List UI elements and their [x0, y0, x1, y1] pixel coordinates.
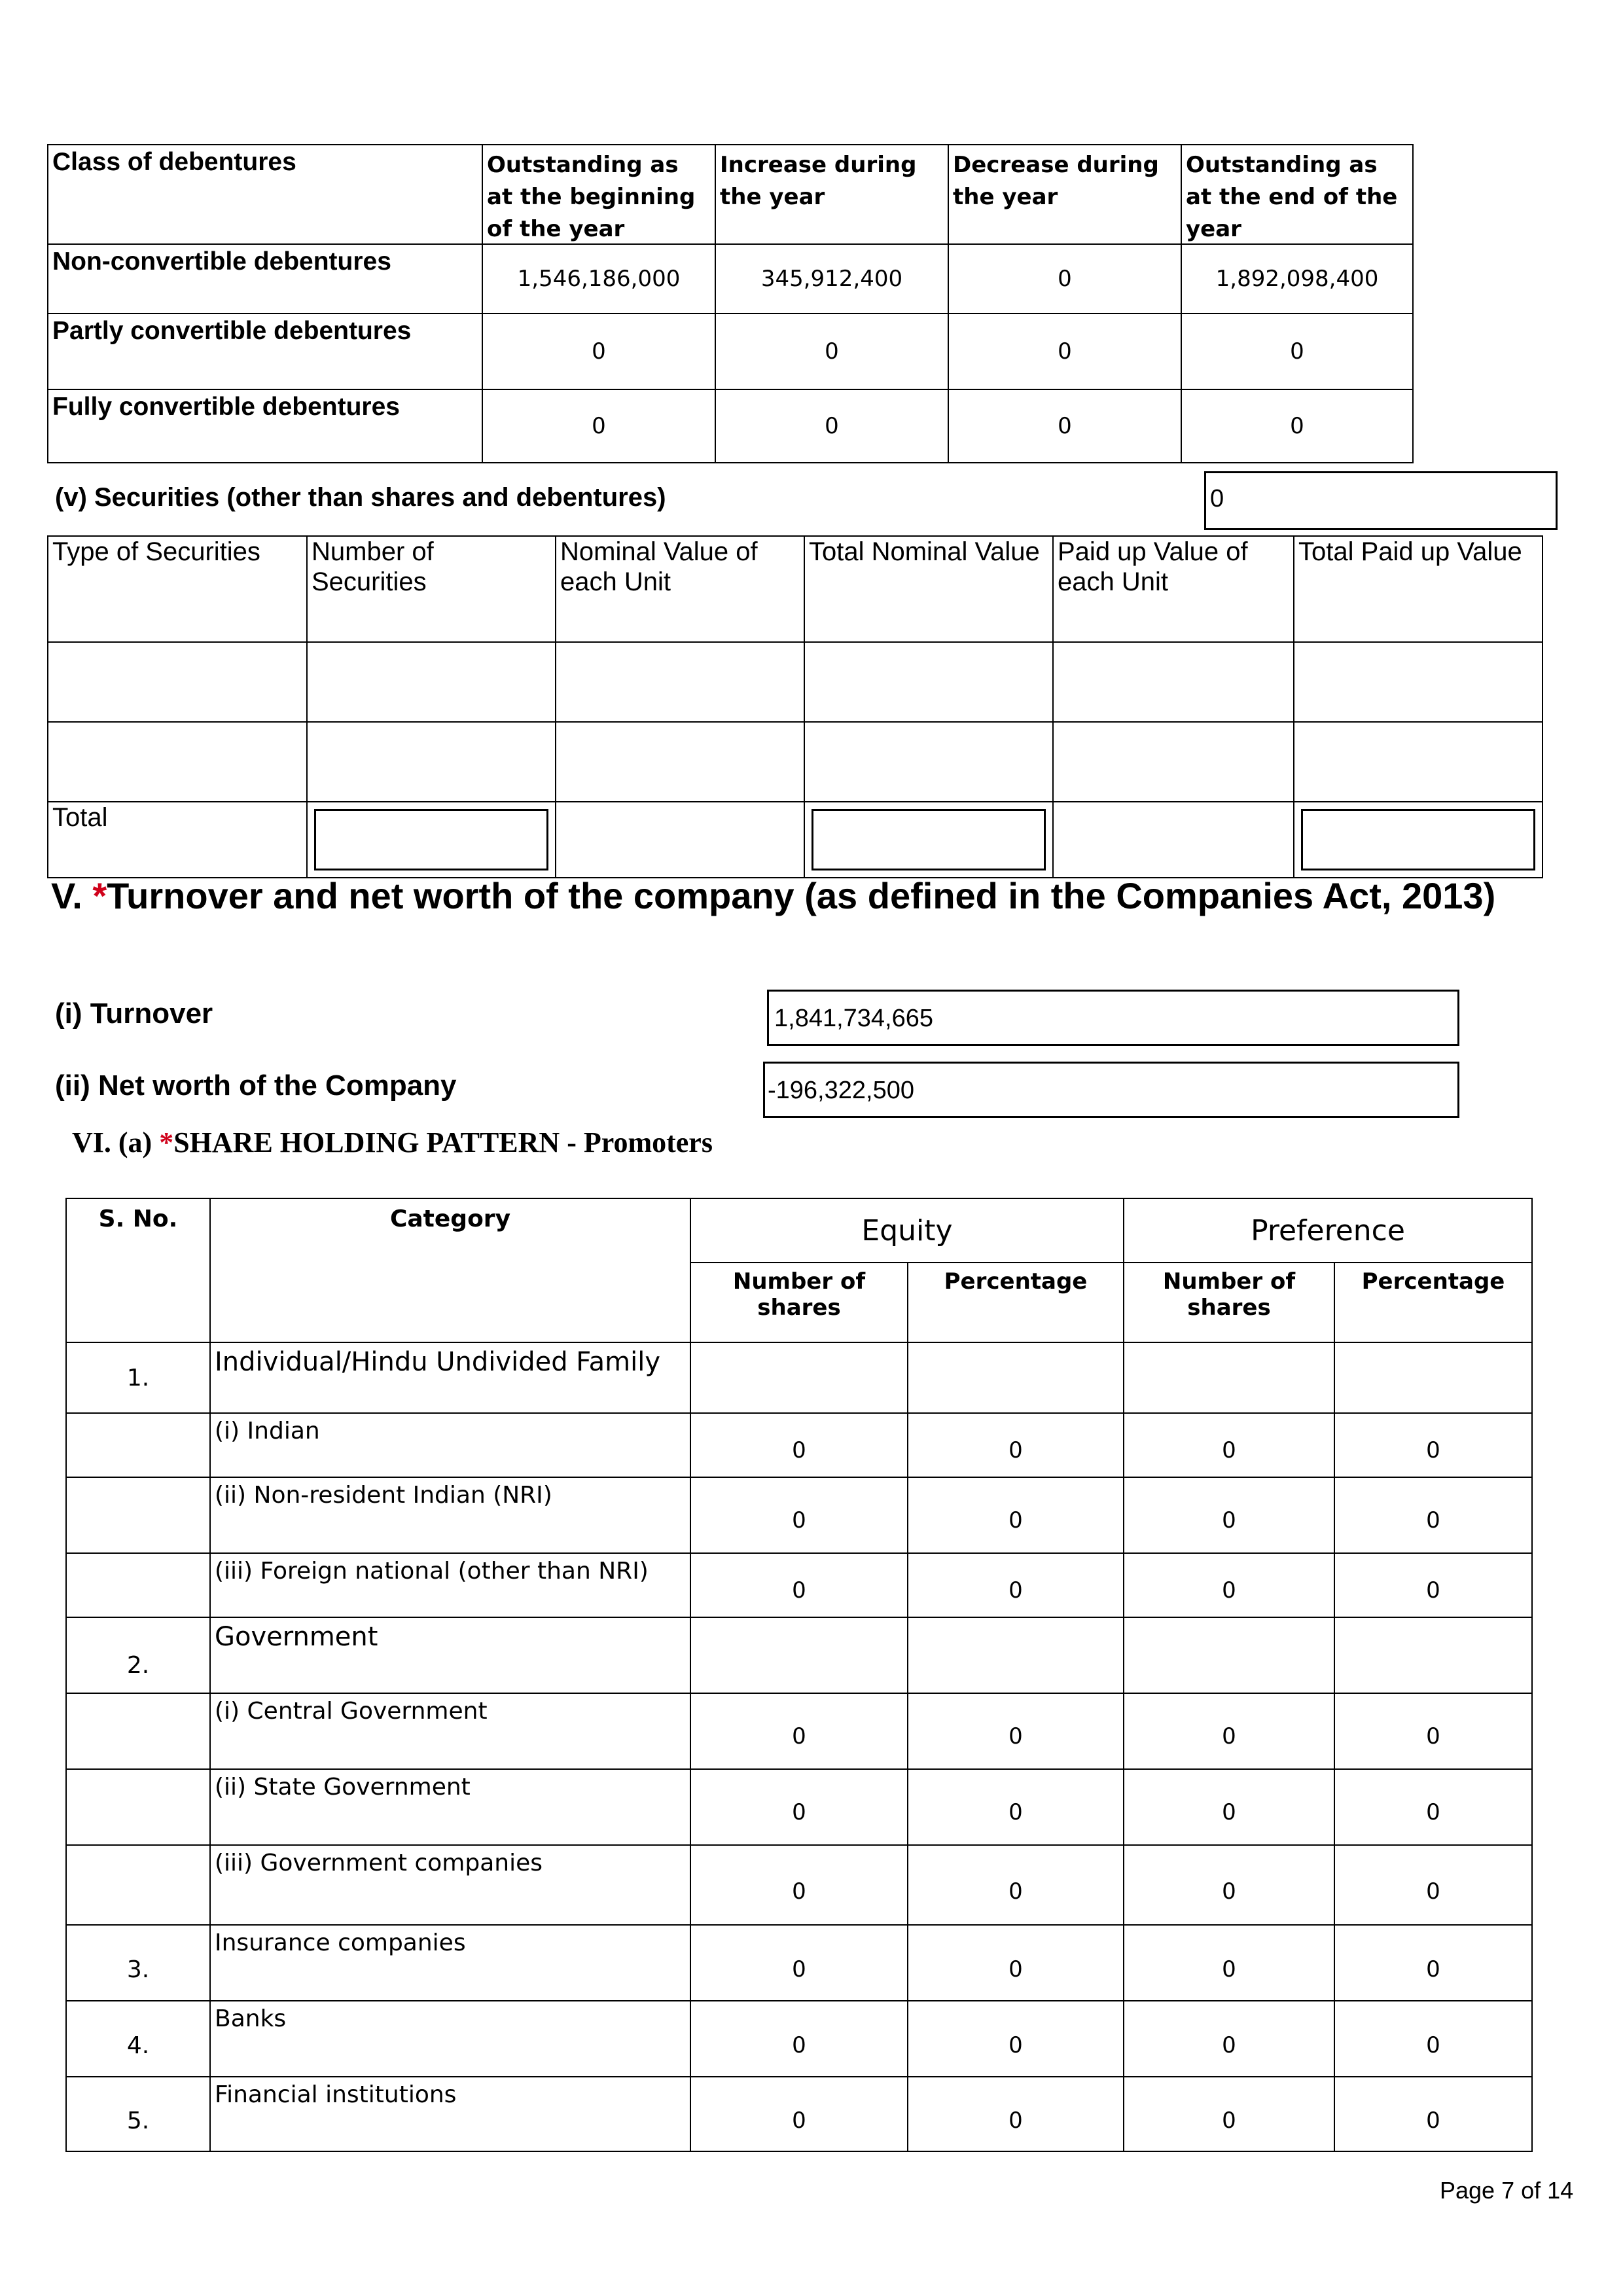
- header-equity: Equity: [690, 1198, 1124, 1263]
- row-category: (iii) Government companies: [209, 1844, 691, 1926]
- section6-heading: [72, 1126, 713, 1159]
- row-sno: 2.: [65, 1617, 211, 1694]
- debenture-value: 0: [482, 389, 716, 463]
- debenture-value: 1,892,098,400: [1181, 243, 1414, 314]
- row-value: 0: [690, 1412, 908, 1478]
- row-value: [1123, 1617, 1335, 1694]
- securities-header: Nominal Value of each Unit: [555, 535, 805, 643]
- page-number: Page 7 of 14: [1440, 2177, 1574, 2204]
- securities-total-paid-cell: [1293, 801, 1543, 878]
- securities-cell: [1052, 801, 1294, 878]
- row-value: 0: [1334, 1412, 1533, 1478]
- turnover-label: (i) Turnover: [55, 997, 213, 1030]
- securities-total-nominal-cell: [804, 801, 1054, 878]
- securities-header: Paid up Value of each Unit: [1052, 535, 1294, 643]
- row-value: [690, 1617, 908, 1694]
- row-value: 0: [1123, 1924, 1335, 2001]
- row-value: 0: [907, 1477, 1124, 1554]
- row-value: 0: [690, 1693, 908, 1770]
- header-equity-percentage: Percentage: [907, 1262, 1124, 1343]
- row-value: 0: [1334, 1924, 1533, 2001]
- row-value: 0: [1123, 1412, 1335, 1478]
- row-value: 0: [690, 1477, 908, 1554]
- row-sno: [65, 1552, 211, 1618]
- securities-cell[interactable]: [1293, 641, 1543, 723]
- securities-cell[interactable]: [555, 721, 805, 802]
- securities-count-field[interactable]: 0: [1204, 471, 1558, 530]
- securities-total-paid-field[interactable]: [1301, 809, 1535, 870]
- debentures-header-beginning: Outstanding as at the beginning of the year: [482, 144, 716, 245]
- securities-total-nominal-field[interactable]: [812, 809, 1046, 870]
- header-category: Category: [209, 1198, 691, 1343]
- debenture-value: 0: [715, 389, 949, 463]
- row-value: 0: [690, 2000, 908, 2077]
- debenture-value: 0: [482, 313, 716, 390]
- row-category: Financial institutions: [209, 2076, 691, 2152]
- securities-header: Type of Securities: [47, 535, 308, 643]
- row-value: 0: [1123, 1693, 1335, 1770]
- row-category: Banks: [209, 2000, 691, 2077]
- header-sno: S. No.: [65, 1198, 211, 1343]
- turnover-field[interactable]: 1,841,734,665: [767, 990, 1459, 1046]
- row-value: 0: [1123, 1552, 1335, 1618]
- row-value: 0: [1334, 1768, 1533, 1846]
- securities-cell[interactable]: [306, 641, 556, 723]
- row-value: 0: [1123, 1844, 1335, 1926]
- row-category: (ii) State Government: [209, 1768, 691, 1846]
- row-category: Individual/Hindu Undivided Family: [209, 1342, 691, 1414]
- row-value: 0: [690, 1924, 908, 2001]
- section6-prefix: VI. (a): [72, 1126, 160, 1158]
- securities-cell[interactable]: [1293, 721, 1543, 802]
- debentures-header-end: Outstanding as at the end of the year: [1181, 144, 1414, 245]
- row-value: 0: [1334, 2076, 1533, 2152]
- debenture-value: 0: [948, 313, 1182, 390]
- row-value: 0: [1334, 1693, 1533, 1770]
- row-category: (i) Indian: [209, 1412, 691, 1478]
- debenture-value: 1,546,186,000: [482, 243, 716, 314]
- securities-total-number-field[interactable]: [314, 809, 548, 870]
- row-sno: 1.: [65, 1342, 211, 1414]
- row-value: 0: [1123, 2076, 1335, 2152]
- securities-cell[interactable]: [1052, 641, 1294, 723]
- row-value: [907, 1342, 1124, 1414]
- row-value: 0: [907, 1693, 1124, 1770]
- row-value: 0: [1123, 1768, 1335, 1846]
- header-equity-shares: Number of shares: [690, 1262, 908, 1343]
- section5-heading: [51, 874, 1495, 917]
- securities-header: Total Nominal Value: [804, 535, 1054, 643]
- debenture-value: 0: [948, 243, 1182, 314]
- header-preference-shares: Number of shares: [1123, 1262, 1335, 1343]
- row-value: 0: [690, 1768, 908, 1846]
- row-value: 0: [907, 1412, 1124, 1478]
- securities-cell[interactable]: [555, 641, 805, 723]
- row-category: Government: [209, 1617, 691, 1694]
- row-value: 0: [690, 1552, 908, 1618]
- row-value: 0: [1334, 1552, 1533, 1618]
- row-value: 0: [1334, 1477, 1533, 1554]
- debenture-class-label: Non-convertible debentures: [47, 243, 483, 314]
- header-preference-percentage: Percentage: [1334, 1262, 1533, 1343]
- row-sno: [65, 1412, 211, 1478]
- row-value: [690, 1342, 908, 1414]
- debenture-value: 0: [1181, 313, 1414, 390]
- debenture-value: 0: [1181, 389, 1414, 463]
- debentures-header-decrease: Decrease during the year: [948, 144, 1182, 245]
- securities-cell[interactable]: [306, 721, 556, 802]
- debenture-class-label: Fully convertible debentures: [47, 389, 483, 463]
- row-sno: [65, 1768, 211, 1846]
- securities-header: Number of Securities: [306, 535, 556, 643]
- securities-cell[interactable]: [804, 721, 1054, 802]
- row-sno: 3.: [65, 1924, 211, 2001]
- row-value: 0: [1334, 1844, 1533, 1926]
- required-star: *: [92, 875, 107, 916]
- row-sno: [65, 1693, 211, 1770]
- section6-title: SHARE HOLDING PATTERN - Promoters: [173, 1126, 713, 1158]
- row-value: [907, 1617, 1124, 1694]
- debenture-class-label: Partly convertible debentures: [47, 313, 483, 390]
- debenture-value: 0: [715, 313, 949, 390]
- row-sno: 4.: [65, 2000, 211, 2077]
- networth-label: (ii) Net worth of the Company: [55, 1069, 457, 1102]
- row-value: 0: [907, 1924, 1124, 2001]
- row-value: 0: [1334, 2000, 1533, 2077]
- row-value: 0: [690, 1844, 908, 1926]
- row-sno: [65, 1844, 211, 1926]
- securities-cell[interactable]: [47, 641, 308, 723]
- securities-total-label: Total: [47, 801, 308, 878]
- row-value: 0: [690, 2076, 908, 2152]
- networth-field[interactable]: -196,322,500: [763, 1062, 1459, 1118]
- section5-prefix: V.: [51, 875, 93, 916]
- debentures-header-class: Class of debentures: [47, 144, 483, 245]
- securities-header: Total Paid up Value: [1293, 535, 1543, 643]
- row-value: 0: [1123, 2000, 1335, 2077]
- row-category: (ii) Non-resident Indian (NRI): [209, 1477, 691, 1554]
- debentures-header-increase: Increase during the year: [715, 144, 949, 245]
- row-value: [1123, 1342, 1335, 1414]
- row-value: 0: [907, 2076, 1124, 2152]
- row-value: 0: [907, 1552, 1124, 1618]
- header-preference: Preference: [1123, 1198, 1533, 1263]
- row-value: 0: [1123, 1477, 1335, 1554]
- section5-title: Turnover and net worth of the company (as defined in the Companies Act, 2013): [107, 875, 1496, 916]
- securities-title: (v) Securities (other than shares and debentures): [55, 483, 666, 512]
- row-sno: 5.: [65, 2076, 211, 2152]
- row-value: 0: [907, 1844, 1124, 1926]
- row-value: [1334, 1617, 1533, 1694]
- row-value: [1334, 1342, 1533, 1414]
- securities-cell[interactable]: [47, 721, 308, 802]
- securities-cell[interactable]: [804, 641, 1054, 723]
- row-value: 0: [907, 2000, 1124, 2077]
- securities-cell[interactable]: [1052, 721, 1294, 802]
- row-category: Insurance companies: [209, 1924, 691, 2001]
- required-star: *: [159, 1126, 174, 1158]
- securities-total-number-cell: [306, 801, 556, 878]
- row-category: (i) Central Government: [209, 1693, 691, 1770]
- row-sno: [65, 1477, 211, 1554]
- securities-cell: [555, 801, 805, 878]
- row-category: (iii) Foreign national (other than NRI): [209, 1552, 691, 1618]
- debenture-value: 345,912,400: [715, 243, 949, 314]
- row-value: 0: [907, 1768, 1124, 1846]
- debenture-value: 0: [948, 389, 1182, 463]
